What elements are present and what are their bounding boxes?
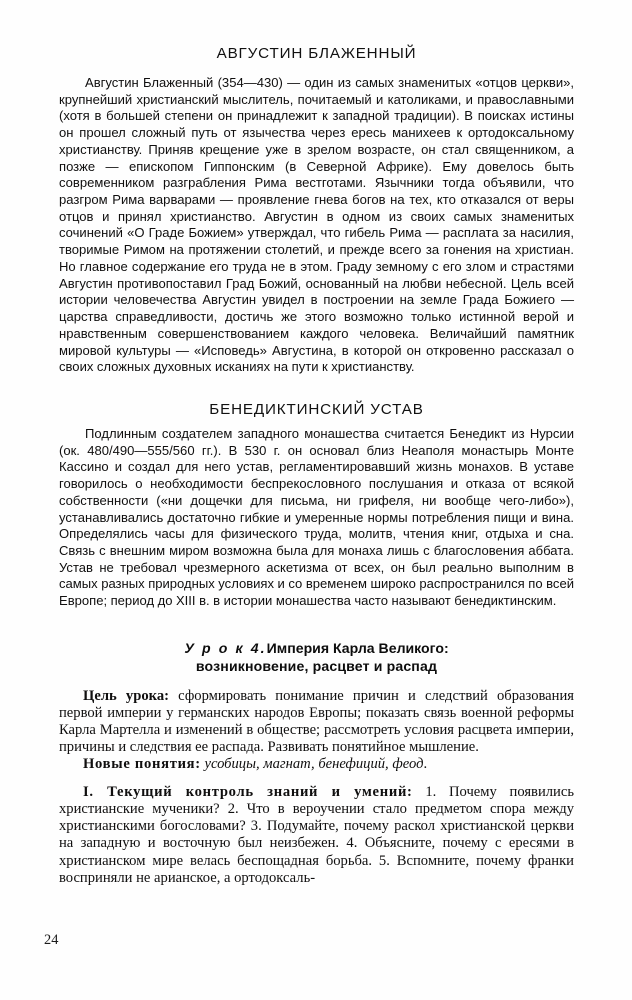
paragraph-benedictine-body: Подлинным создателем западного монашества считается Бенедикт из Нурсии (ок. 480/490—555/560 гг.). В 530 г. он основал близ Неаполя монастырь Монте Кассино и создал для него устав, регламентировавший жизнь монахов. В уставе говорилось о необходимости беспрекословного послушания и отказа от всякой собственности («ни дощечки для письма, ни грифеля, ни вообще чего-либо»), устанавливались достаточно гибкие и умеренные нормы потребления пищи и вина. Определялись часы для физического труда, молитв, чтения книг, отдыха и сна. Связь с внешним миром возможна была для монаха лишь с благословения аббата. Устав не требовал чрезмерного аскетизма от всех, он был реально выполним в самых разных природных условиях и со временем широко распространился по всей Европе; период до XIII в. в истории монашества часто называют бенедиктинским. (59, 425, 574, 609)
lesson-number-label: У р о к 4. (184, 639, 267, 656)
page-number: 24 (44, 932, 59, 948)
lesson-title-line2: возникновение, расцвет и распад (195, 658, 438, 675)
paragraph-lesson-goal (59, 688, 574, 756)
section-heading-benedictine-rule: БЕНЕДИКТИНСКИЙ УСТАВ (209, 400, 424, 418)
new-concepts-terms: усобицы, магнат, бенефиций, феод (200, 756, 424, 773)
text-column (59, 0, 574, 887)
new-concepts-tail: . (423, 756, 428, 773)
lesson-goal-lead: Цель урока: (83, 687, 169, 704)
new-concepts-lead: Новые понятия: (83, 756, 201, 773)
current-control-lead: I. Текущий контроль знаний и умений: (83, 784, 413, 801)
paragraph-current-control (59, 784, 574, 887)
lesson-goal-text: сформировать понимание причин и следствий образования первой империи у германских народов Европы; показать связь военной реформы Карла Мартелла и изменений в обществе; рассмотреть условия расцвета империи, причины и следствия ее распада. Развивать понятийное мышление. (59, 687, 574, 755)
lesson-title-line1: Империя Карла Великого: (266, 639, 449, 656)
paragraph-augustine-body: Августин Блаженный (354—430) — один из самых знаменитых «отцов церкви», крупнейший христианский мыслитель, почитаемый и католиками, и православными (хотя в большей степени он принадлежит к западной традиции). В поисках истины он прошел сложный путь от язычества через ересь манихеев к ортодоксальному христианству. Приняв крещение уже в зрелом возрасте, он стал священником, а позже — епископом Гиппонским (в Северной Африке). Ему довелось быть современником разграбления Рима вестготами. Язычники тогда объявили, что разгром Рима варварами — проявление гнева богов на тех, кто отказался от веры отцов и принял христианство. Августин в одном из своих самых знаменитых сочинений «О Граде Божием» утверждал, что гибель Рима — расплата за насилия, творимые Римом на протяжении столетий, и прежде всего за гонения на христиан. Но главное содержание его труда не в этом. Граду земному с его злом и страстями Августин противопоставил Град Божий, основанный на любви небесной. Цель всей истории человечества Августин увидел в построении на земле Града Божиего — царства справедливости, достичь же этого возможно только истинной верой и нравственным совершенствованием каждого человека. Величайший памятник мировой культуры — «Исповедь» Августина, в которой он откровенно рассказал о своих сложных духовных исканиях на пути к христианству. (59, 75, 574, 375)
paragraph-new-concepts (59, 756, 574, 773)
current-control-text: 1. Почему появились христианские мученики? 2. Что в вероучении стало предметом спора между христианскими богословами? 3. Подумайте, почему раскол христианской церкви на западную и восточную был неизбежен. 4. Объясните, почему с ересями в христианском мире велась беспощадная борьба. 5. Вспомните, почему франки восприняли не арианское, а ортодоксаль- (59, 784, 574, 886)
lesson-heading (59, 639, 574, 676)
section-heading-augustine: АВГУСТИН БЛАЖЕННЫЙ (216, 45, 417, 62)
